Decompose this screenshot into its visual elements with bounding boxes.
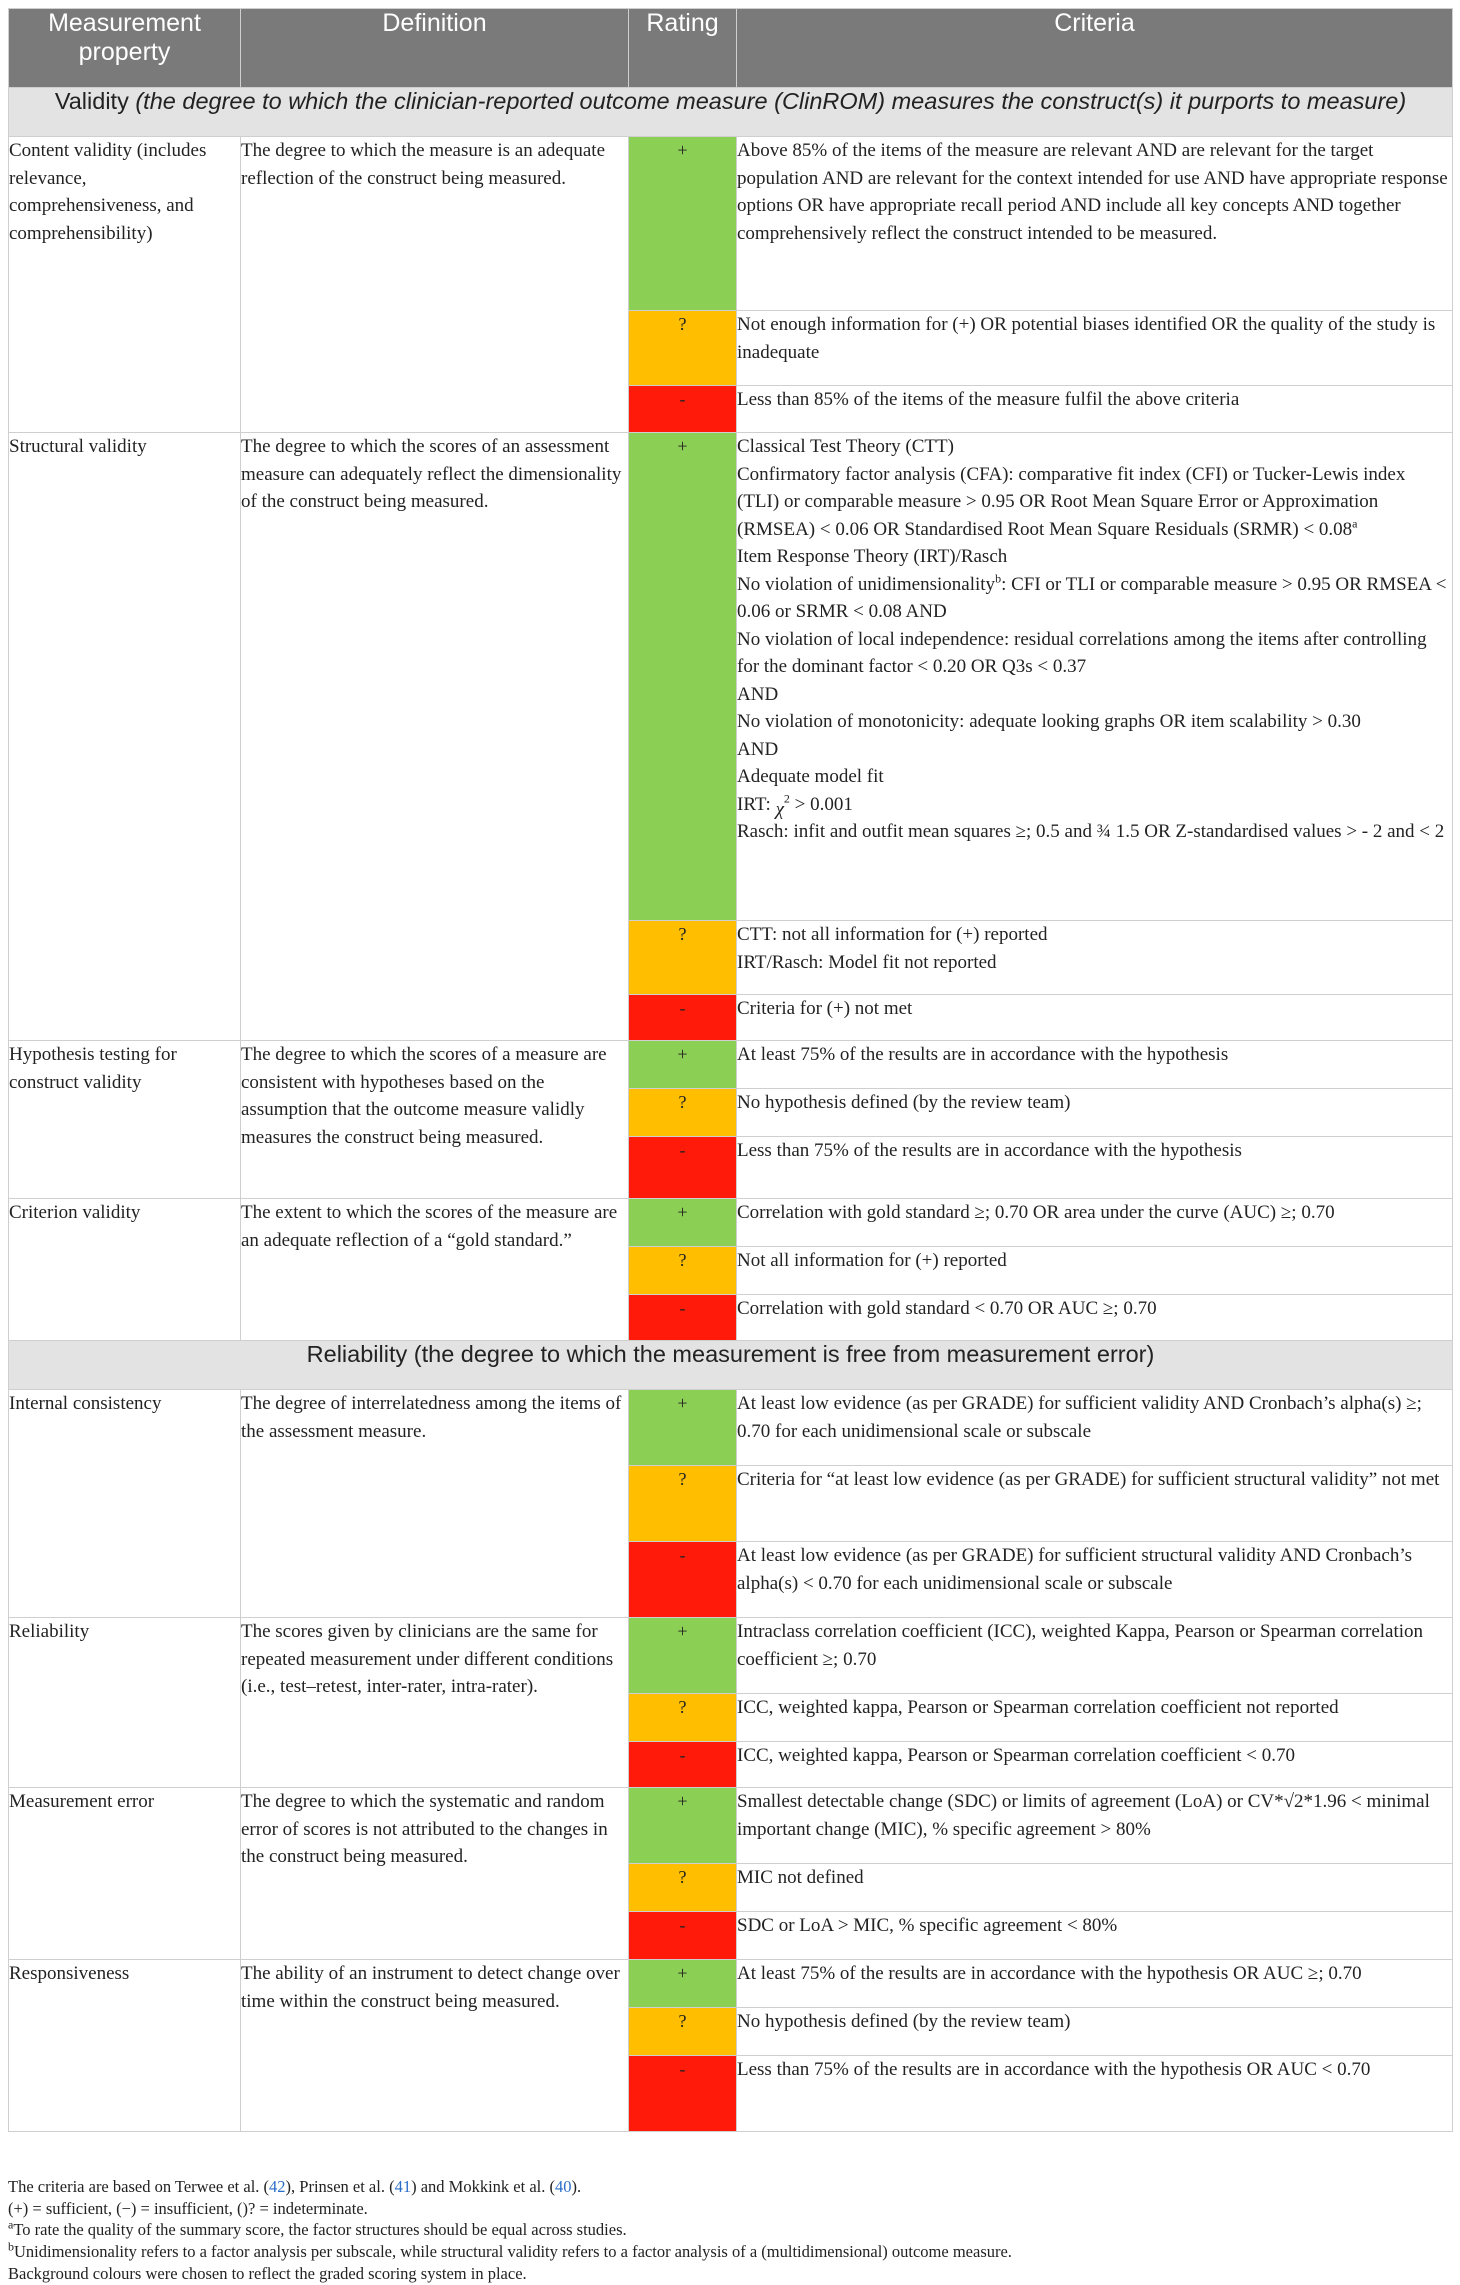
criteria-internal-insufficient: At least low evidence (as per GRADE) for sufficient structural validity AND Cronbach’s alpha(s) < 0.70 for each unidimensional scale or subscale — [737, 1542, 1453, 1618]
section-reliability: Reliability (the degree to which the measurement is free from measurement error) — [9, 1341, 1453, 1390]
criteria-responsiveness-insufficient: Less than 75% of the results are in accordance with the hypothesis OR AUC < 0.70 — [737, 2056, 1453, 2132]
criteria-criterion-sufficient: Correlation with gold standard ≥; 0.70 OR area under the curve (AUC) ≥; 0.70 — [737, 1199, 1453, 1247]
rating-sufficient: + — [629, 1618, 737, 1694]
property-content-validity: Content validity (includes relevance, comprehensiveness, and comprehensibility) — [9, 137, 241, 433]
property-responsiveness: Responsiveness — [9, 1960, 241, 2132]
reference-link-41[interactable]: 41 — [394, 2177, 412, 2196]
table-row — [9, 1960, 1453, 2008]
rating-insufficient: - — [629, 1912, 737, 1960]
rating-indeterminate: ? — [629, 2008, 737, 2056]
criteria-criterion-insufficient: Correlation with gold standard < 0.70 OR AUC ≥; 0.70 — [737, 1295, 1453, 1341]
criteria-internal-sufficient: At least low evidence (as per GRADE) for sufficient validity AND Cronbach’s alpha(s) ≥; 0.70 for each unidimensional scale or subscale — [737, 1390, 1453, 1466]
footnote-text: The criteria are based on Terwee et al. ( — [8, 2177, 270, 2196]
criteria-line — [737, 461, 1452, 544]
criteria-reliability-indeterminate: ICC, weighted kappa, Pearson or Spearman correlation coefficient not reported — [737, 1694, 1453, 1742]
criteria-responsiveness-indeterminate: No hypothesis defined (by the review team) — [737, 2008, 1453, 2056]
chi-symbol: χ — [775, 798, 784, 820]
rating-insufficient: - — [629, 1742, 737, 1788]
header-measurement-property: Measurement property — [9, 9, 241, 88]
definition-reliability: The scores given by clinicians are the same for repeated measurement under different conditions (i.e., test–retest, inter-rater, intra-rater). — [241, 1618, 629, 1788]
criteria-line: Rasch: infit and outfit mean squares ≥; 0.5 and ¾ 1.5 OR Z-standardised values > - 2 and < 2 — [737, 821, 1445, 842]
footnote-colours: Background colours were chosen to reflect the graded scoring system in place. — [8, 2263, 527, 2283]
header-definition: Definition — [241, 9, 629, 88]
criteria-line: Classical Test Theory (CTT) — [737, 436, 954, 457]
table-row — [9, 1199, 1453, 1247]
footnote-marker-a: a — [8, 2217, 14, 2232]
table-row — [9, 433, 1453, 921]
criteria-hypothesis-insufficient: Less than 75% of the results are in accordance with the hypothesis — [737, 1137, 1453, 1199]
definition-responsiveness: The ability of an instrument to detect change over time within the construct being measured. — [241, 1960, 629, 2132]
definition-criterion-validity: The extent to which the scores of the measure are an adequate reflection of a “gold standard.” — [241, 1199, 629, 1341]
table-row — [9, 1041, 1453, 1089]
definition-measurement-error: The degree to which the systematic and random error of scores is not attributed to the changes in the construct being measured. — [241, 1788, 629, 1960]
property-reliability: Reliability — [9, 1618, 241, 1788]
rating-sufficient: + — [629, 1041, 737, 1089]
footnote-marker-b: b — [995, 571, 1002, 586]
criteria-line: CTT: not all information for (+) reported — [737, 924, 1048, 945]
table-row — [9, 1788, 1453, 1864]
rating-insufficient: - — [629, 1542, 737, 1618]
criteria-structural-indeterminate — [737, 921, 1453, 995]
rating-sufficient: + — [629, 1788, 737, 1864]
criteria-reliability-sufficient: Intraclass correlation coefficient (ICC), weighted Kappa, Pearson or Spearman correlation coefficient ≥; 0.70 — [737, 1618, 1453, 1694]
criteria-measurement-indeterminate: MIC not defined — [737, 1864, 1453, 1912]
definition-hypothesis-testing: The degree to which the scores of a measure are consistent with hypotheses based on the assumption that the outcome measure validly measures the construct being measured. — [241, 1041, 629, 1199]
criteria-text: > 0.001 — [789, 793, 853, 815]
section-validity-description: (the degree to which the clinician-reported outcome measure (ClinROM) measures the construct(s) it purports to measure) — [135, 88, 1407, 114]
property-structural-validity: Structural validity — [9, 433, 241, 1041]
table-footnotes — [8, 2176, 1452, 2285]
footnote-text: Unidimensionality refers to a factor analysis per subscale, while structural validity refers to a factor analysis of a (multidimensional) outcome measure. — [14, 2242, 1012, 2262]
definition-content-validity: The degree to which the measure is an adequate reflection of the construct being measured. — [241, 137, 629, 433]
rating-insufficient: - — [629, 386, 737, 433]
rating-sufficient: + — [629, 1390, 737, 1466]
footnote-text: To rate the quality of the summary score, the factor structures should be equal across studies. — [13, 2220, 627, 2240]
rating-insufficient: - — [629, 995, 737, 1041]
criteria-internal-indeterminate: Criteria for “at least low evidence (as per GRADE) for sufficient structural validity” not met — [737, 1466, 1453, 1542]
footnote-text: ). — [571, 2177, 582, 2196]
section-validity-label: Validity — [54, 88, 136, 114]
rating-insufficient: - — [629, 1137, 737, 1199]
section-validity-row — [9, 88, 1453, 137]
criteria-line: AND — [737, 738, 779, 760]
footnote-marker-a: a — [1352, 516, 1358, 531]
footnote-text: ), Prinsen et al. ( — [285, 2177, 395, 2196]
property-criterion-validity: Criterion validity — [9, 1199, 241, 1341]
header-criteria: Criteria — [737, 9, 1453, 88]
footnote-sources — [8, 2176, 1452, 2198]
criteria-text: : CFI or TLI or comparable measure > 0.95 OR RMSEA < 0.06 or SRMR < 0.08 AND — [737, 573, 1447, 622]
criteria-content-insufficient: Less than 85% of the items of the measure fulfil the above criteria — [737, 386, 1453, 433]
rating-insufficient: - — [629, 2056, 737, 2132]
criteria-text: Confirmatory factor analysis (CFA): comparative fit index (CFI) or Tucker-Lewis index (TLI) or comparable measure > 0.95 OR Root Mean Square Error or Approximation (RMSEA) < 0.06 OR Standardised Root Mean Square Residuals (SRMR) < 0.08 — [737, 463, 1406, 540]
property-hypothesis-testing: Hypothesis testing for construct validity — [9, 1041, 241, 1199]
criteria-content-indeterminate: Not enough information for (+) OR potential biases identified OR the quality of the study is inadequate — [737, 311, 1453, 386]
rating-indeterminate: ? — [629, 921, 737, 995]
table-row — [9, 1618, 1453, 1694]
header-row — [9, 9, 1453, 88]
rating-sufficient: + — [629, 433, 737, 921]
criteria-line — [737, 791, 1452, 819]
criteria-measurement-insufficient: SDC or LoA > MIC, % specific agreement < 80% — [737, 1912, 1453, 1960]
criteria-text: No violation of unidimensionality — [737, 573, 996, 595]
criteria-line — [737, 571, 1452, 626]
rating-indeterminate: ? — [629, 311, 737, 386]
criteria-text: IRT: — [737, 793, 776, 815]
criteria-line: No violation of local independence: residual correlations among the items after controlling for the dominant factor < 0.20 OR Q3s < 0.37 — [737, 628, 1427, 677]
section-validity — [9, 88, 1453, 137]
rating-sufficient: + — [629, 137, 737, 311]
chi-exponent: 2 — [783, 791, 790, 806]
footnote-b — [8, 2241, 1452, 2263]
rating-indeterminate: ? — [629, 1466, 737, 1542]
rating-indeterminate: ? — [629, 1089, 737, 1137]
rating-sufficient: + — [629, 1960, 737, 2008]
criteria-responsiveness-sufficient: At least 75% of the results are in accordance with the hypothesis OR AUC ≥; 0.70 — [737, 1960, 1453, 2008]
rating-indeterminate: ? — [629, 1864, 737, 1912]
property-internal-consistency: Internal consistency — [9, 1390, 241, 1618]
reference-link-40[interactable]: 40 — [554, 2177, 572, 2196]
section-reliability-row — [9, 1341, 1453, 1390]
criteria-reliability-insufficient: ICC, weighted kappa, Pearson or Spearman correlation coefficient < 0.70 — [737, 1742, 1453, 1788]
criteria-structural-insufficient: Criteria for (+) not met — [737, 995, 1453, 1041]
criteria-table — [8, 8, 1453, 2132]
table-row — [9, 137, 1453, 311]
rating-indeterminate: ? — [629, 1694, 737, 1742]
table-row — [9, 1390, 1453, 1466]
footnote-legend: (+) = sufficient, (−) = insufficient, ()? = indeterminate. — [8, 2198, 368, 2218]
criteria-criterion-indeterminate: Not all information for (+) reported — [737, 1247, 1453, 1295]
criteria-hypothesis-sufficient: At least 75% of the results are in accordance with the hypothesis — [737, 1041, 1453, 1089]
criteria-line: Item Response Theory (IRT)/Rasch — [737, 546, 1008, 567]
criteria-hypothesis-indeterminate: No hypothesis defined (by the review team) — [737, 1089, 1453, 1137]
footnote-marker-b: b — [8, 2239, 14, 2254]
footnote-a — [8, 2219, 1452, 2241]
criteria-structural-sufficient — [737, 433, 1453, 921]
criteria-line: Adequate model fit — [737, 766, 884, 787]
header-rating: Rating — [629, 9, 737, 88]
rating-sufficient: + — [629, 1199, 737, 1247]
rating-indeterminate: ? — [629, 1247, 737, 1295]
criteria-measurement-sufficient: Smallest detectable change (SDC) or limits of agreement (LoA) or CV*√2*1.96 < minimal important change (MIC), % specific agreement > 80% — [737, 1788, 1453, 1864]
criteria-line: AND — [737, 683, 779, 705]
property-measurement-error: Measurement error — [9, 1788, 241, 1960]
criteria-content-sufficient: Above 85% of the items of the measure are relevant AND are relevant for the target population AND are relevant for the context intended for use AND have appropriate response options OR have appropriate recall period AND include all key concepts AND together comprehensively reflect the construct intended to be measured. — [737, 137, 1453, 311]
definition-internal-consistency: The degree of interrelatedness among the items of the assessment measure. — [241, 1390, 629, 1618]
rating-insufficient: - — [629, 1295, 737, 1341]
footnote-text: ) and Mokkink et al. ( — [411, 2177, 555, 2196]
criteria-line: IRT/Rasch: Model fit not reported — [737, 951, 997, 973]
reference-link-42[interactable]: 42 — [269, 2177, 286, 2196]
definition-structural-validity: The degree to which the scores of an assessment measure can adequately reflect the dimensionality of the construct being measured. — [241, 433, 629, 1041]
criteria-line: No violation of monotonicity: adequate looking graphs OR item scalability > 0.30 — [737, 711, 1361, 732]
